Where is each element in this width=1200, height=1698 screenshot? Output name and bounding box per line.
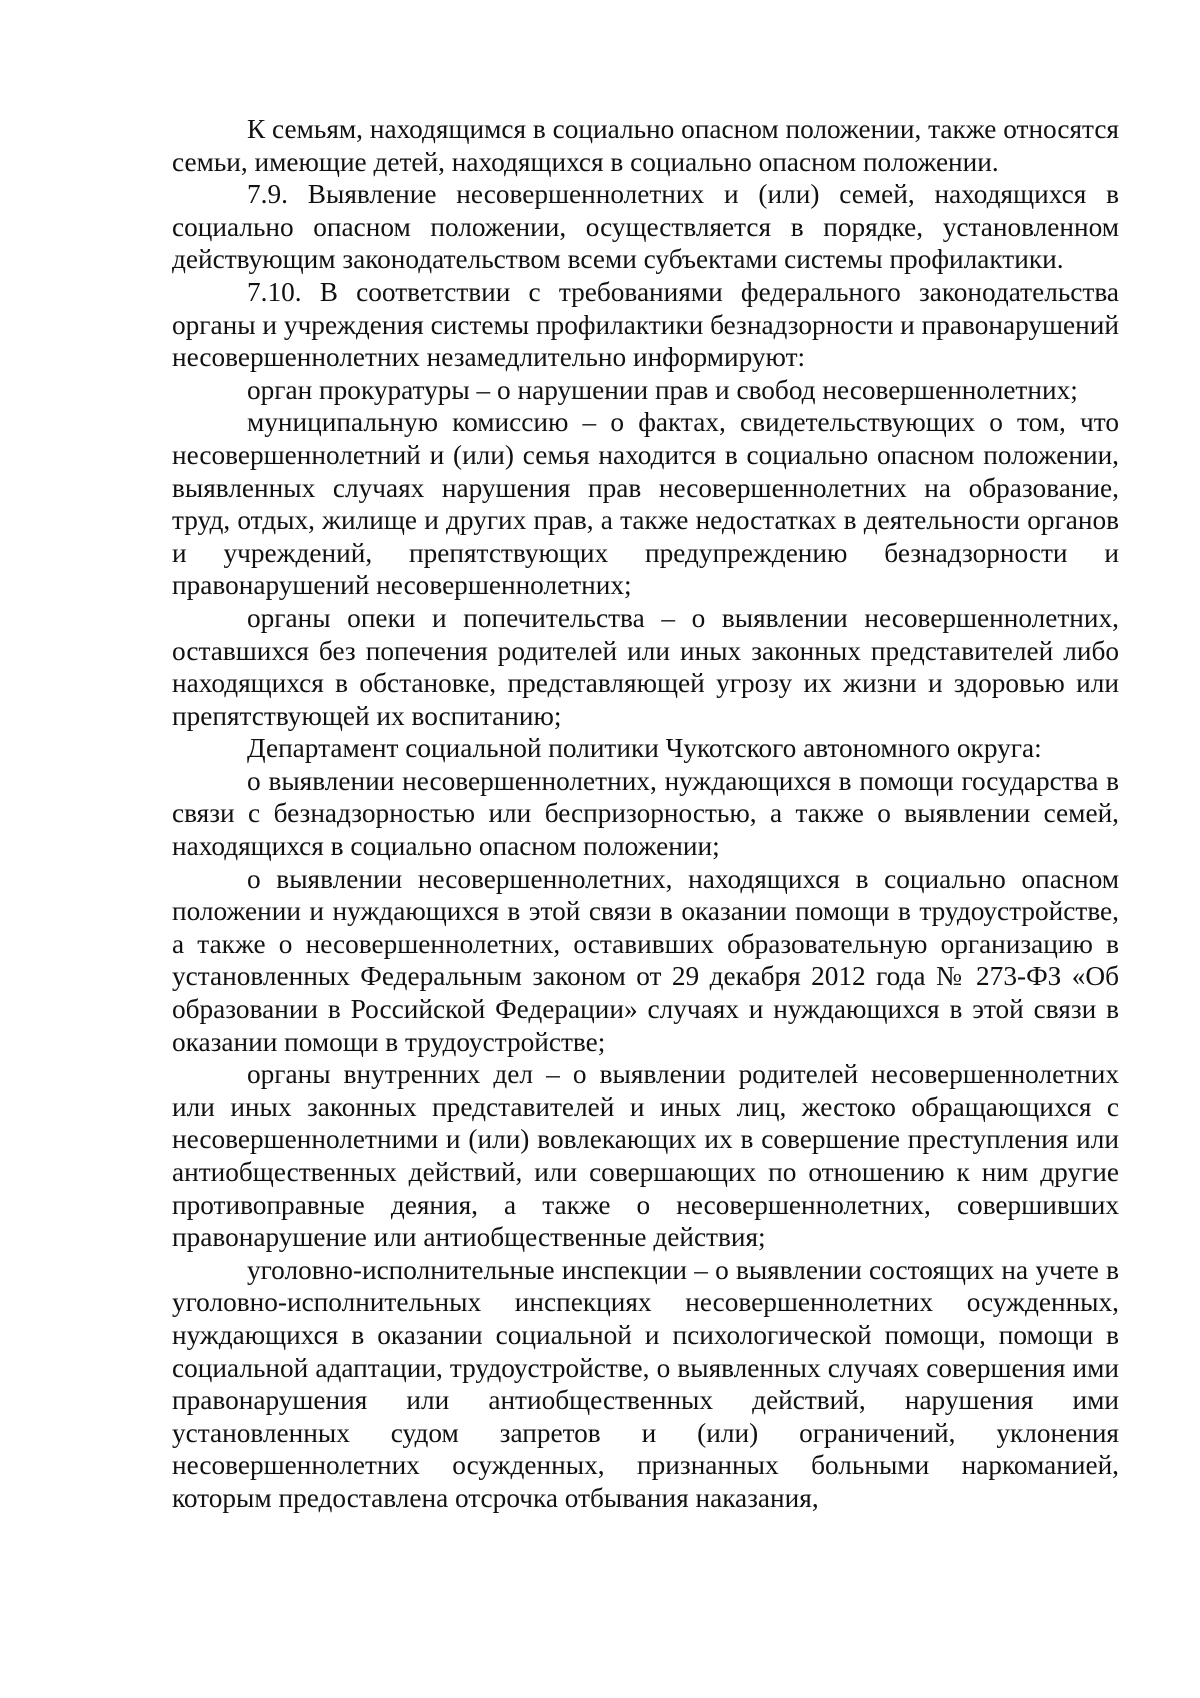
paragraph-prosecutor: орган прокуратуры – о нарушении прав и свобод несовершеннолетних; [247,374,1078,405]
paragraph-internal-affairs: органы внутренних дел – о выявлении родителей несовершеннолетних или иных законных представителей и иных лиц, жестоко обращающихся с несовершеннолетними и (или) вовлекающих их в совершение преступления или антиобщественных действий, или совершающих по отношению к ним другие противоправные деяния, а также о несовершеннолетних, совершивших правонарушение или антиобщественные действия; [172,1059,1119,1253]
paragraph-guardianship: органы опеки и попечительства – о выявлении несовершеннолетних, оставшихся без попечения родителей или иных законных представителей либо находящихся в обстановке, представляющей угрозу их жизни и здоровью или препятствующей их воспитанию; [172,602,1119,731]
paragraph-7-9: 7.9. Выявление несовершеннолетних и (или) семей, находящихся в социально опасном положении, осуществляется в порядке, установленном действующим законодательством всеми субъектами системы профилактики. [172,179,1119,275]
paragraph-penal-inspections: уголовно-исполнительные инспекции – о выявлении состоящих на учете в уголовно-исполнительных инспекциях несовершеннолетних осужденных, нуждающихся в оказании социальной и психологической помощи, помощи в социальной адаптации, трудоустройстве, о выявленных случаях совершения ими правонарушения или антиобщественных действий, нарушения ими установленных судом запретов и (или) ограничений, уклонения несовершеннолетних осужденных, признанных больными наркоманией, которым предоставлена отсрочка отбывания наказания, [172,1254,1119,1513]
paragraph-employment: о выявлении несовершеннолетних, находящихся в социально опасном положении и нуждающихся в этой связи в оказании помощи в трудоустройстве, а также о несовершеннолетних, оставивших образовательную организацию в установленных Федеральным законом от 29 декабря 2012 года № 273-ФЗ «Об образовании в Российской Федерации» случаях и нуждающихся в этой связи в оказании помощи в трудоустройстве; [172,863,1119,1057]
document-page [172,113,1119,1515]
paragraph-social-policy-department: Департамент социальной политики Чукотского автономного округа: [247,733,1042,764]
paragraph-7-10: 7.10. В соответствии с требованиями федерального законодательства органы и учреждения системы профилактики безнадзорности и правонарушений несовершеннолетних незамедлительно информируют: [172,276,1119,373]
paragraph-state-help: о выявлении несовершеннолетних, нуждающихся в помощи государства в связи с безнадзорностью или беспризорностью, а также о выявлении семей, находящихся в социально опасном положении; [172,765,1119,862]
paragraph-municipal-commission: муниципальную комиссию – о фактах, свидетельствующих о том, что несовершеннолетний и (или) семья находится в социально опасном положении, выявленных случаях нарушения прав несовершеннолетних на образование, труд, отдых, жилище и других прав, а также недостатках в деятельности органов и учреждений, препятствующих предупреждению безнадзорности и правонарушений несовершеннолетних; [172,407,1119,601]
paragraph-families: К семьям, находящимся в социально опасном положении, также относятся семьи, имеющие детей, находящихся в социально опасном положении. [172,114,1119,177]
